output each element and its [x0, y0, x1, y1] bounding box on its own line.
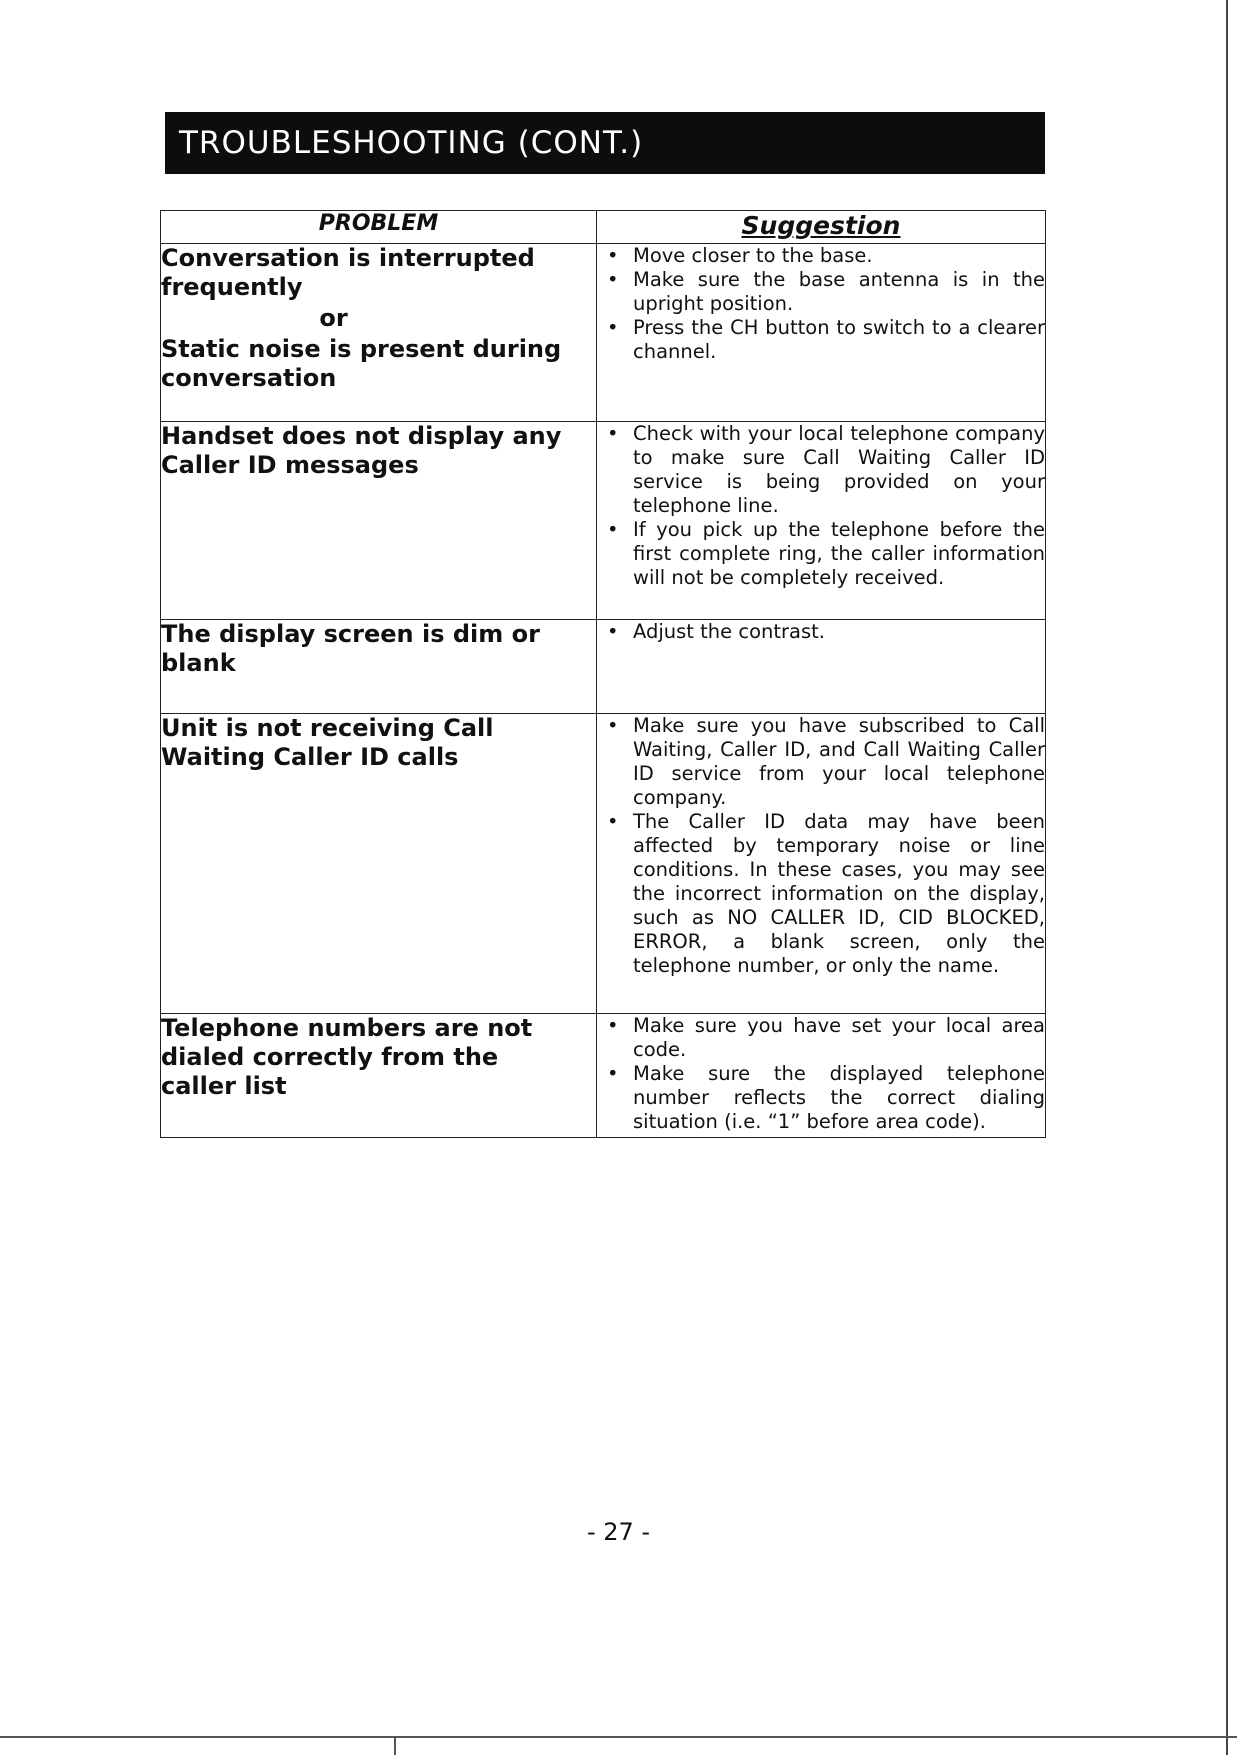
scan-edge-right: [1226, 0, 1228, 1755]
problem-cell: [161, 620, 597, 714]
problem-text-line: blank: [161, 649, 236, 677]
problem-text-line: dialed correctly from the: [161, 1043, 499, 1071]
troubleshooting-table: [160, 210, 1046, 1138]
suggestion-list: [597, 244, 1045, 364]
suggestion-cell: [597, 1014, 1046, 1138]
table-row: [161, 244, 1046, 422]
suggestion-item: • Check with your local telephone company to make sure Call Waiting Caller ID service is being provided on your telephone line.: [597, 422, 1045, 518]
problem-text-line: Waiting Caller ID calls: [161, 743, 459, 771]
suggestion-cell: [597, 620, 1046, 714]
suggestion-list: [597, 714, 1045, 978]
suggestion-item: • Make sure you have set your local area code.: [597, 1014, 1045, 1062]
suggestion-cell: [597, 244, 1046, 422]
suggestion-cell: [597, 422, 1046, 620]
suggestion-list: [597, 620, 1045, 644]
table-row: [161, 422, 1046, 620]
table-row: [161, 620, 1046, 714]
suggestion-list: [597, 422, 1045, 590]
suggestion-item: • Make sure the displayed telephone number reflects the correct dialing situation (i.e. “1” before area code).: [597, 1062, 1045, 1134]
suggestion-item: • Make sure you have subscribed to Call Waiting, Caller ID, and Call Waiting Caller ID service from your local telephone company.: [597, 714, 1045, 810]
problem-text-line: caller list: [161, 1072, 287, 1100]
suggestion-item: • Make sure the base antenna is in the upright position.: [597, 268, 1045, 316]
suggestion-item: • Adjust the contrast.: [597, 620, 1045, 644]
suggestion-cell: [597, 714, 1046, 1014]
problem-text-line: Caller ID messages: [161, 451, 419, 479]
problem-text-line: The display screen is dim or: [161, 620, 540, 648]
suggestion-item: • Press the CH button to switch to a clearer channel.: [597, 316, 1045, 364]
suggestion-list: [597, 1014, 1045, 1134]
scan-edge-bottom: [0, 1736, 1237, 1738]
problem-text-line: Conversation is interrupted: [161, 244, 535, 272]
problem-text-line: Static noise is present during: [161, 335, 562, 363]
problem-cell: [161, 244, 597, 422]
section-title-banner: [165, 112, 1045, 174]
problem-cell: [161, 714, 597, 1014]
problem-text-line: frequently: [161, 273, 303, 301]
suggestion-item: • If you pick up the telephone before the first complete ring, the caller information will not be completely received.: [597, 518, 1045, 590]
problem-cell: [161, 422, 597, 620]
problem-text-line: conversation: [161, 364, 337, 392]
problem-text-line: Unit is not receiving Call: [161, 714, 494, 742]
section-title: TROUBLESHOOTING (CONT.): [179, 125, 644, 161]
suggestion-column-header: Suggestion: [597, 211, 1046, 244]
problem-text-line: Telephone numbers are not: [161, 1014, 533, 1042]
problem-text-line: Handset does not display any: [161, 422, 562, 450]
table-row: [161, 714, 1046, 1014]
table-header-row: [161, 211, 1046, 244]
problem-cell: [161, 1014, 597, 1138]
problem-column-header: PROBLEM: [161, 211, 597, 244]
table-row: [161, 1014, 1046, 1138]
page-number: - 27 -: [586, 1518, 651, 1546]
problem-connector: or: [319, 304, 348, 332]
suggestion-item: • The Caller ID data may have been affected by temporary noise or line conditions. In these cases, you may see the incorrect information on the display, such as NO CALLER ID, CID BLOCKED, ERROR, a blank screen, only the telephone number, or only the name.: [597, 810, 1045, 978]
suggestion-item: • Move closer to the base.: [597, 244, 1045, 268]
scan-edge-tick: [394, 1736, 396, 1755]
